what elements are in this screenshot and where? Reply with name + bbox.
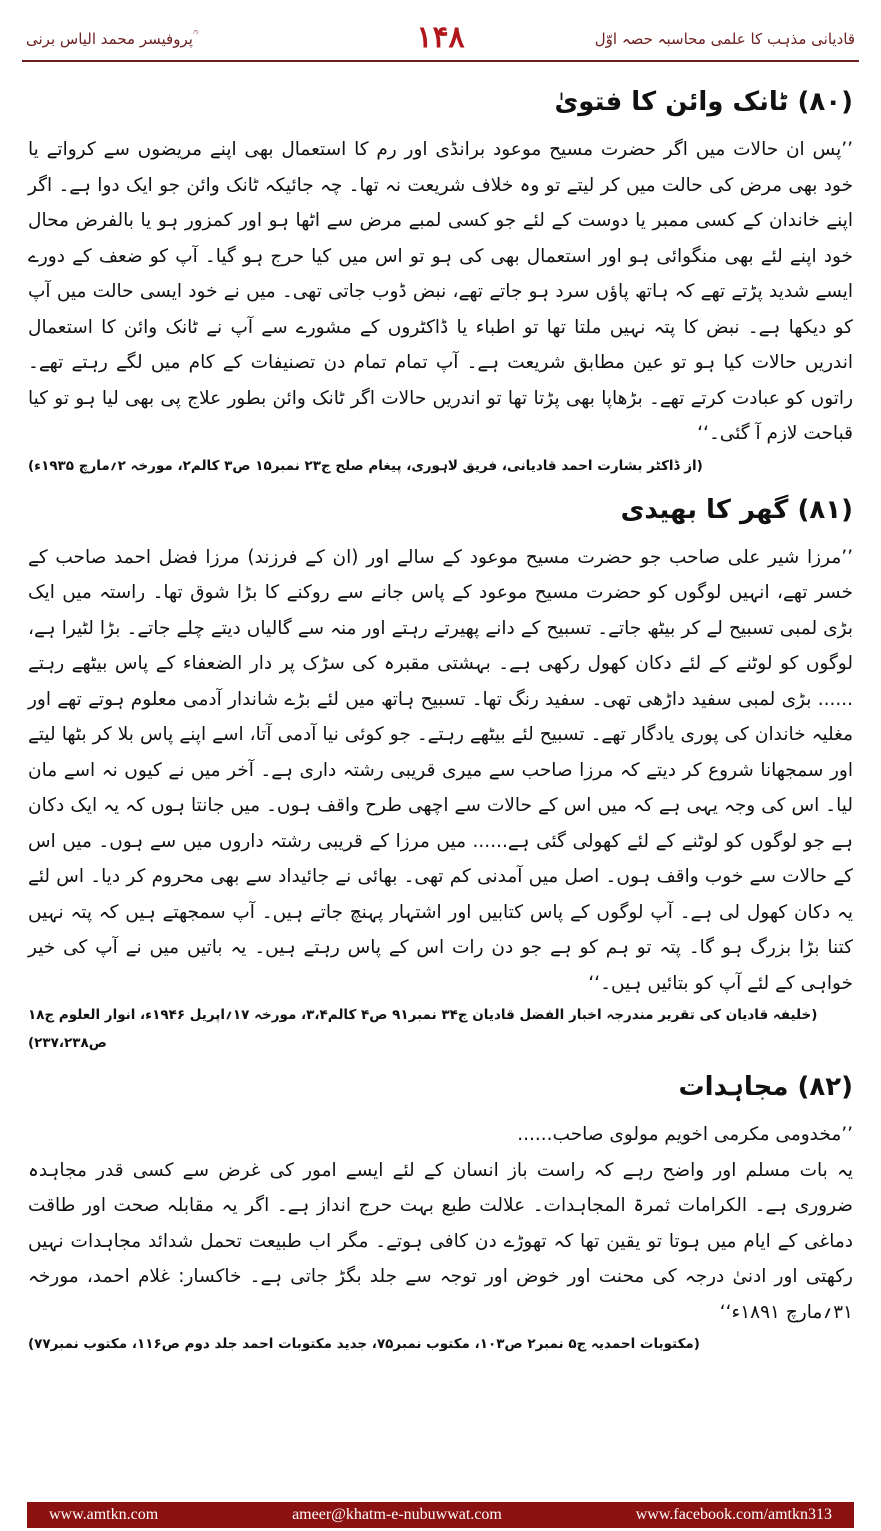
email-link[interactable]: ameer@khatm-e-nubuwwat.com: [292, 1506, 502, 1523]
book-title: قادیانی مذہب کا علمی محاسبہ حصہ اوّل: [594, 30, 855, 48]
section-paragraph: یہ بات مسلم اور واضح رہے کہ راست باز انسان کے لئے ایسے امور کی غرض سے کسی قدر مجاہدہ ضروری ہے۔ الکرامات ثمرۃ المجاہدات۔ علالت طبع بہت حرج انداز ہے۔ اگر یہ مقابلہ صحت اور طاقت دماغی کے ایام میں ہوتا تو یقین تھا کہ تھوڑے دن کافی ہوتے۔ مگر اب طبیعت تحمل شدائد مجاہدات نہیں رکھتی اور ادنیٰ درجہ کی محنت اور خوض اور توجہ سے جلد بگڑ جاتی ہے۔ خاکسار: غلام احمد، مورخہ ۳۱؍مارچ ۱۸۹۱ء‘‘: [28, 1159, 853, 1323]
section-80: [28, 80, 853, 480]
page-number: ۱۴۸: [416, 20, 465, 55]
section-citation: (خلیفہ قادیان کی تقریر مندرجہ اخبار الفضل قادیان ج۳۴ نمبر۹۱ ص۴ کالم۳،۴، مورخہ ۱۷؍اپریل ۱۹۴۶ء، انوار العلوم ج۱۸ ص۲۳۷،۲۳۸): [28, 1007, 818, 1051]
author-name: پروفیسر محمد الیاس برنی ؒ: [26, 30, 197, 48]
section-citation: (مکتوبات احمدیہ ج۵ نمبر۲ ص۱۰۳، مکتوب نمبر۷۵، جدید مکتوبات احمد جلد دوم ص۱۱۶، مکتوب نمبر۷۷): [28, 1336, 700, 1352]
facebook-link[interactable]: www.facebook.com/amtkn313: [635, 1506, 832, 1523]
section-heading: (۸۰) ٹانک وائن کا فتویٰ: [554, 87, 853, 117]
section-citation: (از ڈاکٹر بشارت احمد قادیانی، فریق لاہوری، پیغام صلح ج۲۳ نمبر۱۵ ص۳ کالم۲، مورخہ ۲؍مارچ ۱۹۳۵ء): [28, 457, 703, 474]
page-footer: [27, 1502, 854, 1528]
section-81: [28, 488, 853, 1058]
website-link[interactable]: www.amtkn.com: [49, 1506, 159, 1523]
header-divider: [22, 60, 859, 62]
section-heading: (۸۲) مجاہدات: [678, 1072, 853, 1102]
section-heading: (۸۱) گھر کا بھیدی: [620, 494, 853, 525]
section-salutation: ’’مخدومی مکرمی اخویم مولوی صاحب......: [517, 1124, 853, 1145]
section-paragraph: ’’مرزا شیر علی صاحب جو حضرت مسیح موعود کے سالے اور (ان کے فرزند) مرزا فضل احمد صاحب کے خسر تھے، انہیں لوگوں کو حضرت مسیح موعود کے پاس جانے سے روکنے کا بڑا شوق تھا۔ راستہ میں ایک بڑی لمبی تسبیح لے کر بیٹھ جاتے۔ تسبیح کے دانے پھیرتے رہتے اور منہ سے گالیاں دیتے چلے جاتے۔ بڑا لٹیرا ہے، لوگوں کو لوٹنے کے لئے دکان کھول رکھی ہے۔ بہشتی مقبرہ کی سڑک پر دار الضعفاء کے پاس بیٹھے رہتے ...... بڑی لمبی سفید داڑھی تھی۔ سفید رنگ تھا۔ تسبیح ہاتھ میں لئے بڑے شاندار آدمی معلوم ہوتے تھے اور مغلیہ خاندان کی پوری یادگار تھے۔ تسبیح لئے بیٹھے رہتے۔ جو کوئی نیا آدمی آتا، اسے اپنے پاس بلا کر بٹھا لیتے اور سمجھانا شروع کر دیتے کہ مرزا صاحب سے میری قریبی رشتہ داری ہے۔ آخر میں نے کیوں نہ اسے مان لیا۔ اس کی وجہ یہی ہے کہ میں اس کے حالات سے اچھی طرح واقف ہوں۔ میں جانتا ہوں کہ یہ ایک دکان ہے جو لوگوں کو لوٹنے کے لئے کھولی گئی ہے...... میں مرزا کے قریبی رشتہ داروں میں سے ہوں۔ میں اس کے حالات سے خوب واقف ہوں۔ اصل میں آمدنی کم تھی۔ بھائی نے جائیداد سے بھی محروم کر دیا۔ اس لئے یہ دکان کھول لی ہے۔ آپ لوگوں کے پاس کتابیں اور اشتہار پہنچ جاتے ہیں۔ آپ سمجھتے ہیں کہ پتہ نہیں کتنا بڑا بزرگ ہو گا۔ پتہ تو ہم کو ہے جو دن رات اس کے پاس رہتے ہیں۔ یہ باتیں میں نے آپ کی خیر خواہی کے لئے آپ کو بتائیں ہیں۔‘‘: [28, 546, 853, 994]
section-82: [28, 1065, 853, 1358]
section-paragraph: ’’پس ان حالات میں اگر حضرت مسیح موعود برانڈی اور رم کا استعمال بھی اپنے مریضوں سے کرواتے یا خود بھی مرض کی حالت میں کر لیتے تو وہ خلاف شریعت نہ تھا۔ چہ جائیکہ ٹانک وائن جو ایک دوا ہے۔ اگر اپنے خاندان کے کسی ممبر یا دوست کے لئے جو کسی لمبے مرض سے اٹھا ہو اور کمزور ہو یا بالفرض محال خود اپنے لئے بھی منگوائی ہو اور استعمال بھی کی ہو تو اس میں کیا حرج ہو گیا۔ آپ کو ضعف کے دورے ایسے شدید پڑتے تھے کہ ہاتھ پاؤں سرد ہو جاتے تھے، نبض ڈوب جاتی تھی۔ میں نے خود ایسی حالت میں آپ کو دیکھا ہے۔ نبض کا پتہ نہیں ملتا تھا تو اطباء یا ڈاکٹروں کے مشورے سے آپ نے ٹانک وائن کا استعمال اندریں حالات کیا ہو تو عین مطابق شریعت ہے۔ آپ تمام تمام دن تصنیفات کے کام میں لگے رہتے تھے۔ راتوں کو عبادت کرتے تھے۔ بڑھاپا بھی پڑتا تھا تو اندریں حالات اگر ٹانک وائن بطور علاج پی بھی لیا ہو تو کیا قباحت لازم آ گئی۔‘‘: [28, 139, 853, 444]
page-content: [28, 80, 853, 1366]
page-header: [26, 20, 855, 60]
